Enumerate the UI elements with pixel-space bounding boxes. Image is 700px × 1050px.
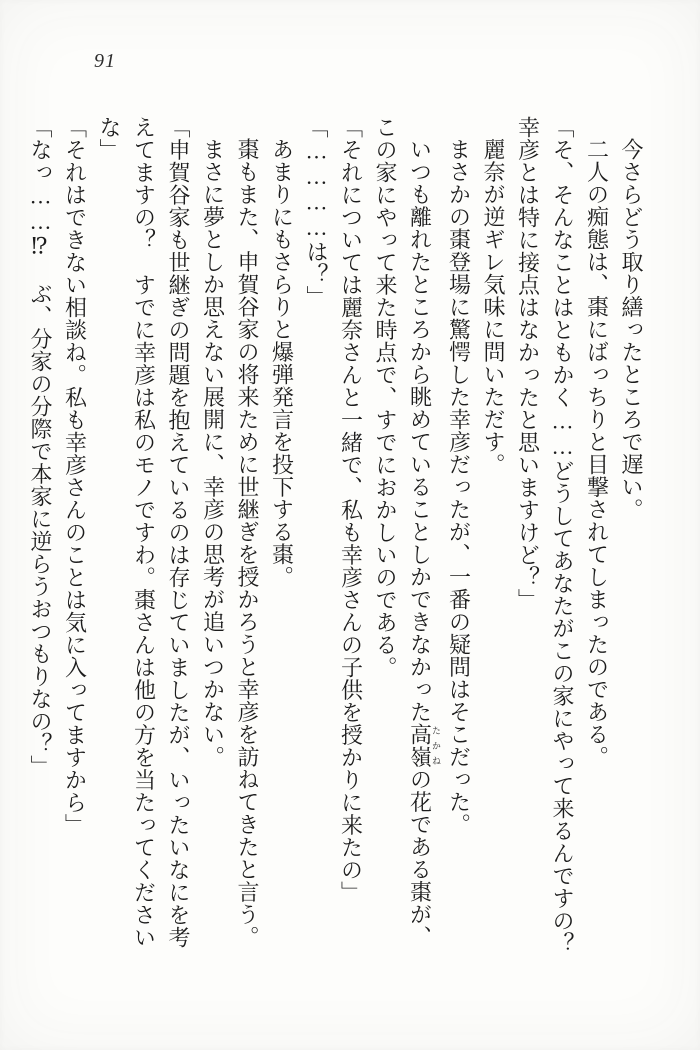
paragraph: 棗もまた、申賀谷家の将来ために世継ぎを授かろうと幸彦を訪ねてきたと言う。 [235,138,260,948]
paragraph: 麗奈が逆ギレ気味に問いただす。 [481,138,506,476]
paragraph: いつも離れたところから眺めていることしかできなかった高嶺たかねの花である棗が、この家にやって来た時点で、すでにおかしいのである。 [373,116,441,948]
paragraph: 「それについては麗奈さんと一緒で、私も幸彦さんの子供を授かりに来たの」 [338,116,364,904]
page-number: 91 [94,50,116,72]
paragraph: 「そ、そんなことはともかく……どうしてあなたがこの家にやって来るんですの？ 幸彦とは特に接点はなかったと思いますけど？」 [515,116,575,977]
paragraph: まさに夢としか思えない展開に、幸彦の思考が追いつかない。 [200,138,226,768]
paragraph: 「それはできない相談ね。私も幸彦さんのことは気に入ってますから」 [62,116,88,836]
body-text [28,116,648,977]
paragraph: 「…………は？」 [304,116,329,308]
paragraph: まさかの棗登場に驚愕した幸彦だったが、一番の疑問はそこだった。 [446,138,472,836]
furigana-ruby: 高嶺たかね [407,723,441,768]
paragraph: 二人の痴態は、棗にばっちりと目撃されてしまったのである。 [584,138,610,768]
paragraph: 「なっ……⁉ ぶ、分家の分際で本家に逆らうおつもりなの？」 [28,116,53,778]
paragraph: 今さらどう取り繕ったところで遅い。 [619,138,644,521]
paragraph: あまりにもさらりと爆弾発言を投下する棗。 [269,138,295,588]
paragraph: 「申賀谷家も世継ぎの問題を抱えているのは存じていましたが、いったいなにを考えてますの？ すでに幸彦は私のモノですわ。棗さんは他の方を当たってくださいな」 [97,116,191,949]
